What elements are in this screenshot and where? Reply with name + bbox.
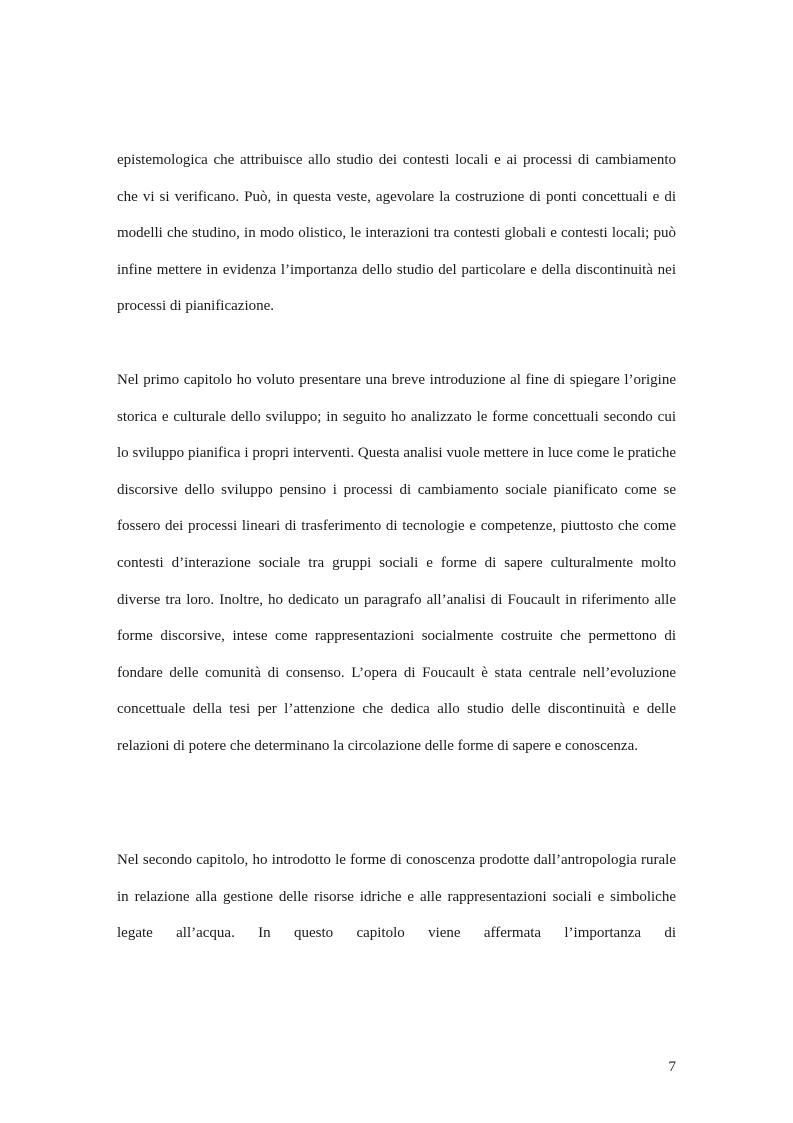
paragraph-primo-capitolo: Nel primo capitolo ho voluto presentare una breve introduzione al fine di spiegare l’origine storica e culturale dello sviluppo; in seguito ho analizzato le forme concettuali secondo cui lo sviluppo pianifica i propri interventi. Questa analisi vuole mettere in luce come le pratiche discorsive dello sviluppo pensino i processi di cambiamento sociale pianificato come se fossero dei processi lineari di trasferimento di tecnologie e competenze, piuttosto che come contesti d’interazione sociale tra gruppi sociali e forme di sapere culturalmente molto diverse tra loro. Inoltre, ho dedicato un paragrafo all’analisi di Foucault in riferimento alle forme discorsive, intese come rappresentazioni socialmente costruite che permettono di fondare delle comunità di consenso. L’opera di Foucault è stata centrale nell’evoluzione concettuale della tesi per l’attenzione che dedica allo studio delle discontinuità e delle relazioni di potere che determinano la circolazione delle forme di sapere e conoscenza.: [117, 372, 676, 754]
paragraph-epistemologica: epistemologica che attribuisce allo studio dei contesti locali e ai processi di cambiamento che vi si verificano. Può, in questa veste, agevolare la costruzione di ponti concettuali e di modelli che studino, in modo olistico, le interazioni tra contesti globali e contesti locali; può infine mettere in evidenza l’importanza dello studio del particolare e della discontinuità nei processi di pianificazione.: [117, 152, 676, 315]
paragraph-secondo-capitolo: Nel secondo capitolo, ho introdotto le forme di conoscenza prodotte dall’antropologia rurale in relazione alla gestione delle risorse idriche e alle rappresentazioni sociali e simboliche legate all’acqua. In questo capitolo viene affermata l’importanza di: [117, 852, 676, 942]
page-number: 7: [668, 1059, 676, 1075]
